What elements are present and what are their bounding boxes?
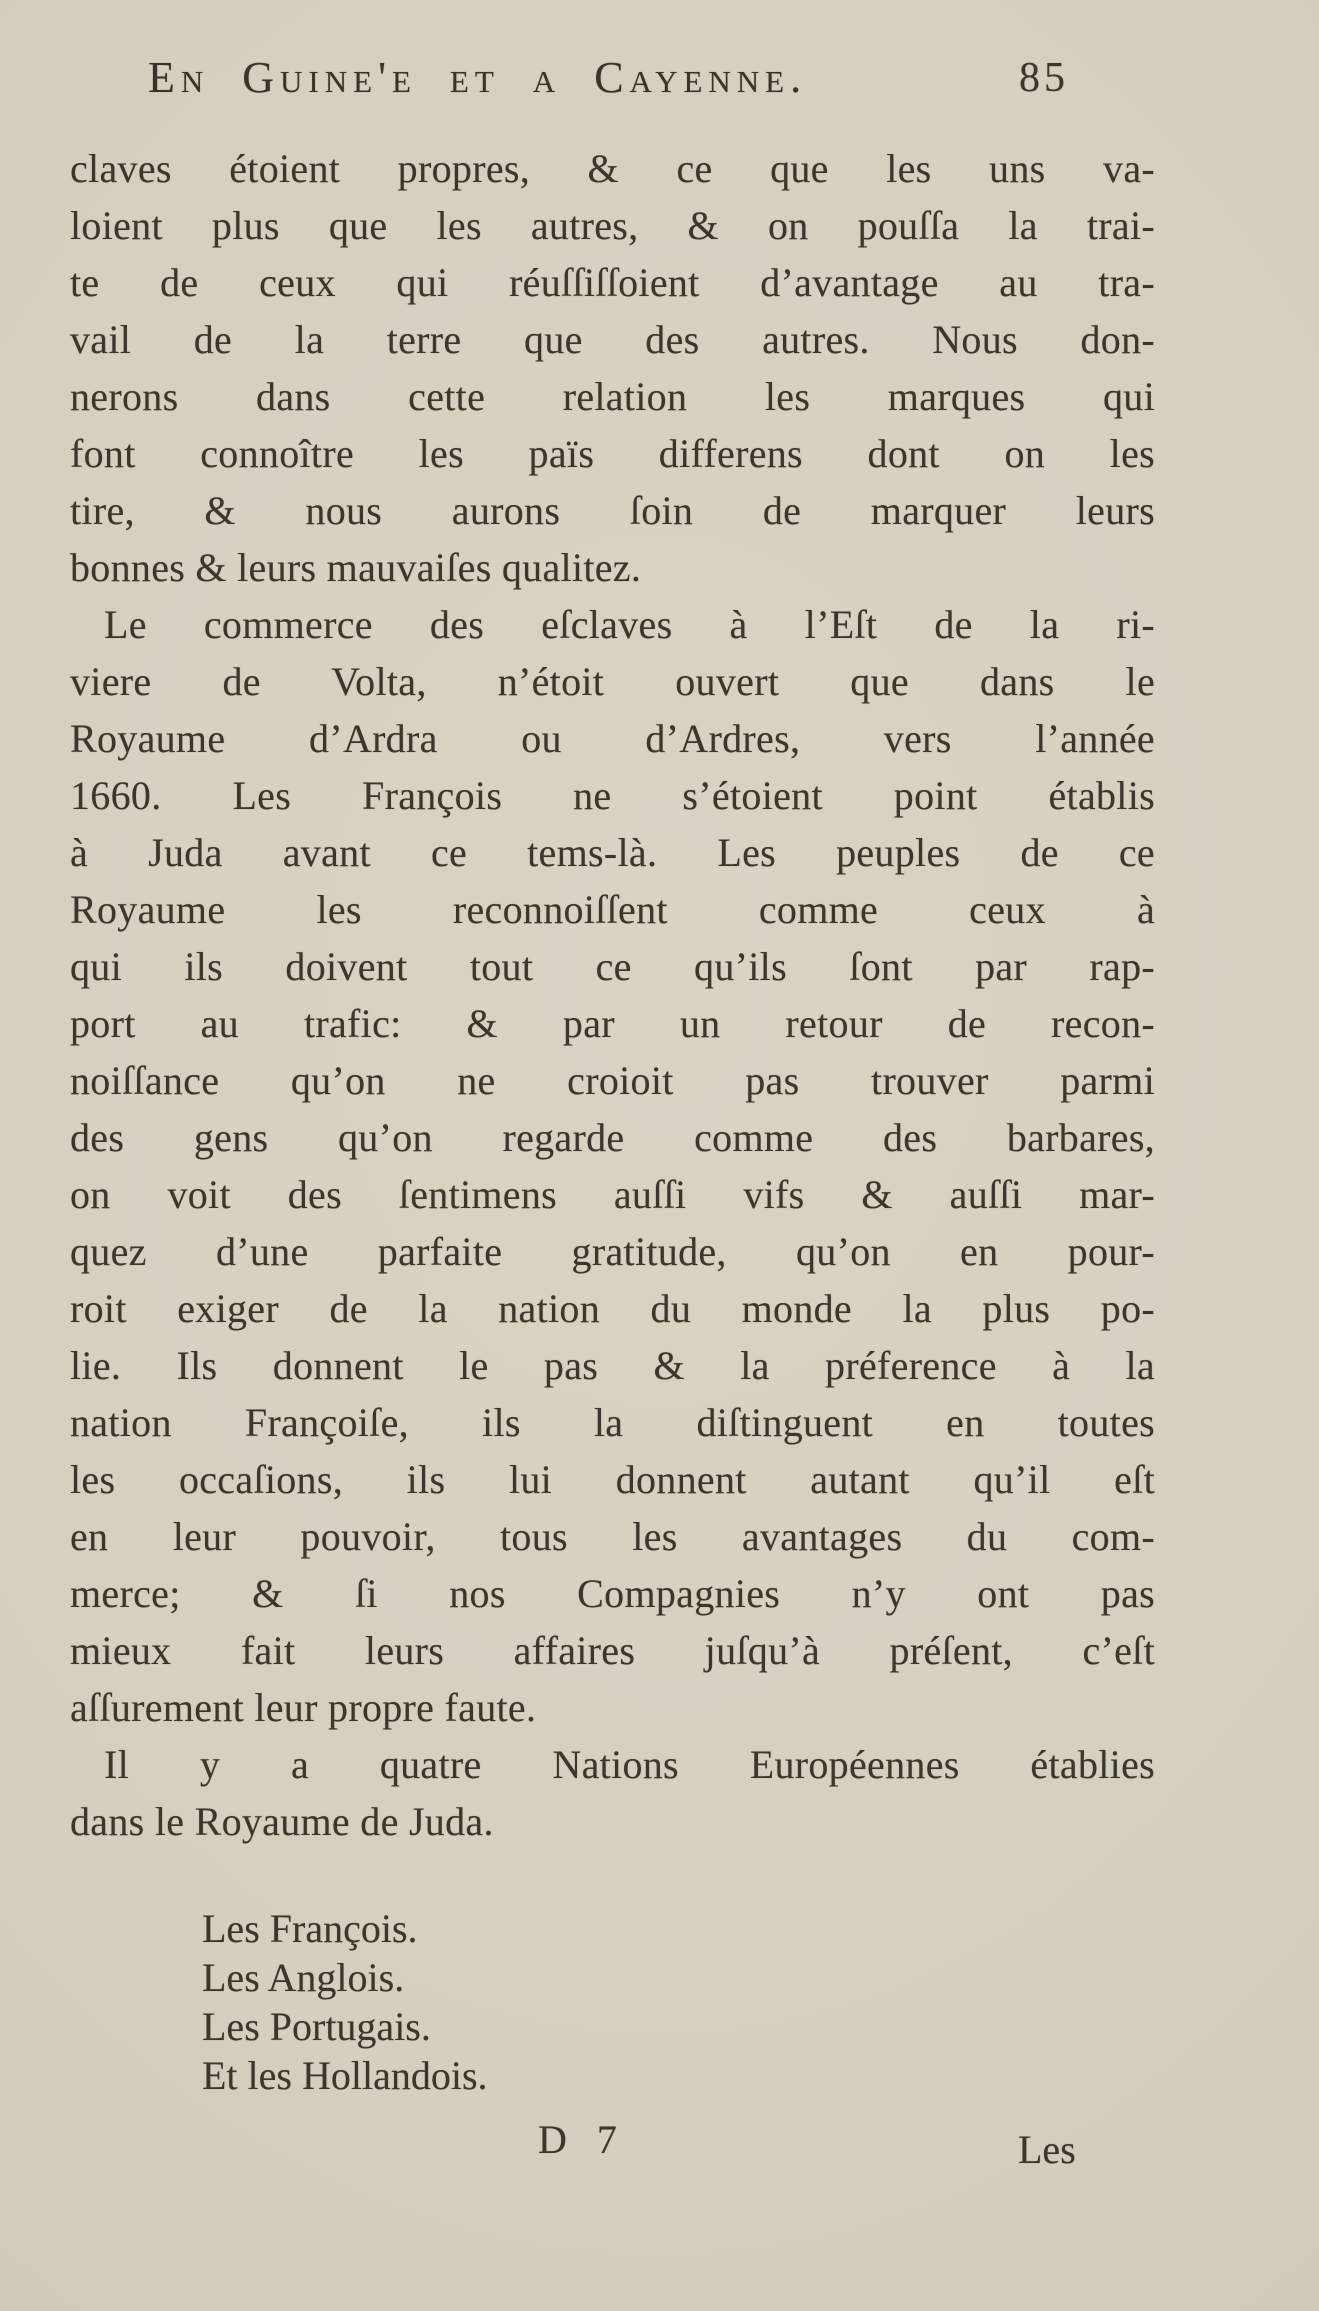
- text-line: à Juda avant ce tems-là. Les peuples de ce: [70, 830, 1155, 875]
- page-footer: [70, 2116, 1155, 2186]
- text-line: aſſurement leur propre faute.: [70, 1685, 537, 1730]
- running-header-title: En Guine'e et a Cayenne.: [148, 53, 808, 102]
- signature-mark: D 7: [538, 2117, 627, 2162]
- text-line: Le commerce des eſclaves à l’Eſt de la ri-: [104, 602, 1155, 647]
- text-line: quez d’une parfaite gratitude, qu’on en pour-: [70, 1229, 1155, 1274]
- text-line: nerons dans cette relation les marques qui: [70, 374, 1155, 419]
- nations-list: [202, 1904, 1155, 2100]
- text-line: en leur pouvoir, tous les avantages du com-: [70, 1514, 1155, 1559]
- body-text: [70, 140, 1155, 1850]
- text-line: loient plus que les autres, & on pouſſa la trai-: [70, 203, 1155, 248]
- text-line: dans le Royaume de Juda.: [70, 1799, 494, 1844]
- page-number: 85: [1019, 55, 1069, 101]
- list-item: Les Anglois.: [202, 1955, 405, 2000]
- text-line: on voit des ſentimens auſſi vifs & auſſi mar-: [70, 1172, 1155, 1217]
- list-item: Et les Hollandois.: [202, 2053, 488, 2098]
- text-line: 1660. Les François ne s’étoient point établis: [70, 773, 1155, 818]
- text-line: port au trafic: & par un retour de recon-: [70, 1001, 1155, 1046]
- text-line: font connoître les païs differens dont on les: [70, 431, 1155, 476]
- text-line: des gens qu’on regarde comme des barbares,: [70, 1115, 1155, 1160]
- text-line: claves étoient propres, & ce que les uns va-: [70, 146, 1155, 191]
- text-line: bonnes & leurs mauvaiſes qualitez.: [70, 545, 642, 590]
- text-line: roit exiger de la nation du monde la plus po-: [70, 1286, 1155, 1331]
- paragraph-2: [70, 596, 1155, 1736]
- text-line: qui ils doivent tout ce qu’ils ſont par rap-: [70, 944, 1155, 989]
- running-header: [70, 52, 1155, 114]
- paragraph-1: [70, 140, 1155, 596]
- list-item: Les Portugais.: [202, 2004, 431, 2049]
- text-line: lie. Ils donnent le pas & la préference à la: [70, 1343, 1155, 1388]
- text-line: Royaume les reconnoiſſent comme ceux à: [70, 887, 1155, 932]
- list-item: Les François.: [202, 1906, 418, 1951]
- text-line: les occaſions, ils lui donnent autant qu’il eſt: [70, 1457, 1155, 1502]
- text-line: nation Françoiſe, ils la diſtinguent en toutes: [70, 1400, 1155, 1445]
- text-line: viere de Volta, n’étoit ouvert que dans le: [70, 659, 1155, 704]
- text-line: noiſſance qu’on ne croioit pas trouver parmi: [70, 1058, 1155, 1103]
- paragraph-3: [70, 1736, 1155, 1850]
- text-line: mieux fait leurs affaires juſqu’à préſent, c’eſt: [70, 1628, 1155, 1673]
- text-line: vail de la terre que des autres. Nous don-: [70, 317, 1155, 362]
- text-line: te de ceux qui réuſſiſſoient d’avantage au tra-: [70, 260, 1155, 305]
- catchword: Les: [1018, 2127, 1076, 2172]
- text-line: Royaume d’Ardra ou d’Ardres, vers l’année: [70, 716, 1155, 761]
- text-line: tire, & nous aurons ſoin de marquer leurs: [70, 488, 1155, 533]
- text-line: merce; & ſi nos Compagnies n’y ont pas: [70, 1571, 1155, 1616]
- text-line: Il y a quatre Nations Européennes établies: [104, 1742, 1155, 1787]
